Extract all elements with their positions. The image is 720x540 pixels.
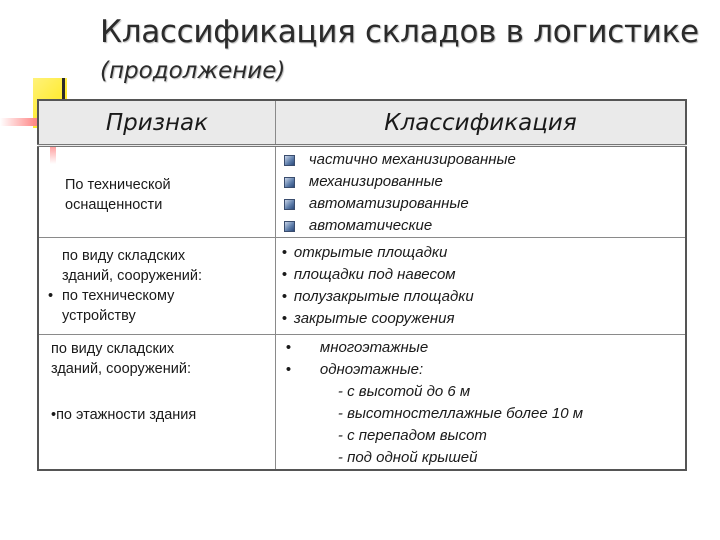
list-item: [282, 242, 685, 264]
list-item: [282, 308, 685, 330]
table-row: [38, 146, 686, 238]
classification-cell: [275, 146, 686, 238]
list-item: [282, 359, 685, 381]
item-text: автоматические: [308, 217, 433, 234]
bullet-icon: •: [281, 266, 288, 283]
sub-list-item: - с высотой до 6 м: [337, 383, 471, 400]
item-text: закрытые сооружения: [293, 310, 455, 327]
bullet-icon: •: [285, 361, 292, 378]
bullet-icon: •: [281, 244, 288, 261]
square-bullet-icon: [284, 177, 295, 188]
criterion-line: оснащенности: [65, 197, 163, 213]
sub-list-item: - высотностеллажные более 10 м: [337, 405, 583, 422]
sub-list-item: - под одной крышей: [337, 449, 478, 466]
bullet-icon: •: [281, 310, 288, 327]
list-item: [276, 171, 685, 193]
square-bullet-icon: [284, 199, 295, 210]
criterion-line: по виду складских: [51, 341, 175, 357]
square-bullet-icon: [284, 155, 295, 166]
header-criterion: Признак: [38, 100, 275, 146]
criterion-line: зданий, сооружений:: [62, 268, 202, 284]
list-item: [276, 193, 685, 215]
item-text: механизированные: [308, 173, 443, 190]
criterion-line: зданий, сооружений:: [51, 361, 191, 377]
list-item: [276, 215, 685, 237]
bullet-icon: •: [285, 339, 292, 356]
item-text: площадки под навесом: [293, 266, 456, 283]
list-item: [282, 286, 685, 308]
criterion-line: По технической: [65, 177, 171, 193]
bullet-icon: •: [48, 288, 54, 304]
page-title: Классификация складов в логистике: [100, 14, 699, 50]
page-subtitle: (продолжение): [100, 58, 286, 84]
table-row: [38, 238, 686, 335]
table-row: [38, 335, 686, 471]
item-text: полузакрытые площадки: [293, 288, 474, 305]
item-text: одноэтажные:: [319, 361, 424, 378]
list-item: [282, 337, 685, 359]
classification-table: [37, 99, 687, 471]
list-item: [282, 264, 685, 286]
item-text: автоматизированные: [308, 195, 469, 212]
criterion-cell: [38, 335, 275, 471]
item-text: многоэтажные: [319, 339, 429, 356]
criterion-line: по виду складских: [62, 248, 186, 264]
bullet-icon: •: [281, 288, 288, 305]
classification-cell: [275, 238, 686, 335]
header-classification: Классификация: [275, 100, 686, 146]
criterion-line: устройству: [62, 308, 136, 324]
criterion-cell: [38, 146, 275, 238]
square-bullet-icon: [284, 221, 295, 232]
list-item: [276, 149, 685, 171]
criterion-line: •по этажности здания: [51, 407, 197, 423]
sub-list-item: - с перепадом высот: [337, 427, 487, 444]
item-text: открытые площадки: [293, 244, 448, 261]
criterion-cell: [38, 238, 275, 335]
item-text: частично механизированные: [308, 151, 516, 168]
criterion-bullet-line: [48, 286, 275, 306]
table-header-row: [38, 100, 686, 146]
classification-cell: [275, 335, 686, 471]
criterion-text: по техническому: [62, 288, 175, 304]
